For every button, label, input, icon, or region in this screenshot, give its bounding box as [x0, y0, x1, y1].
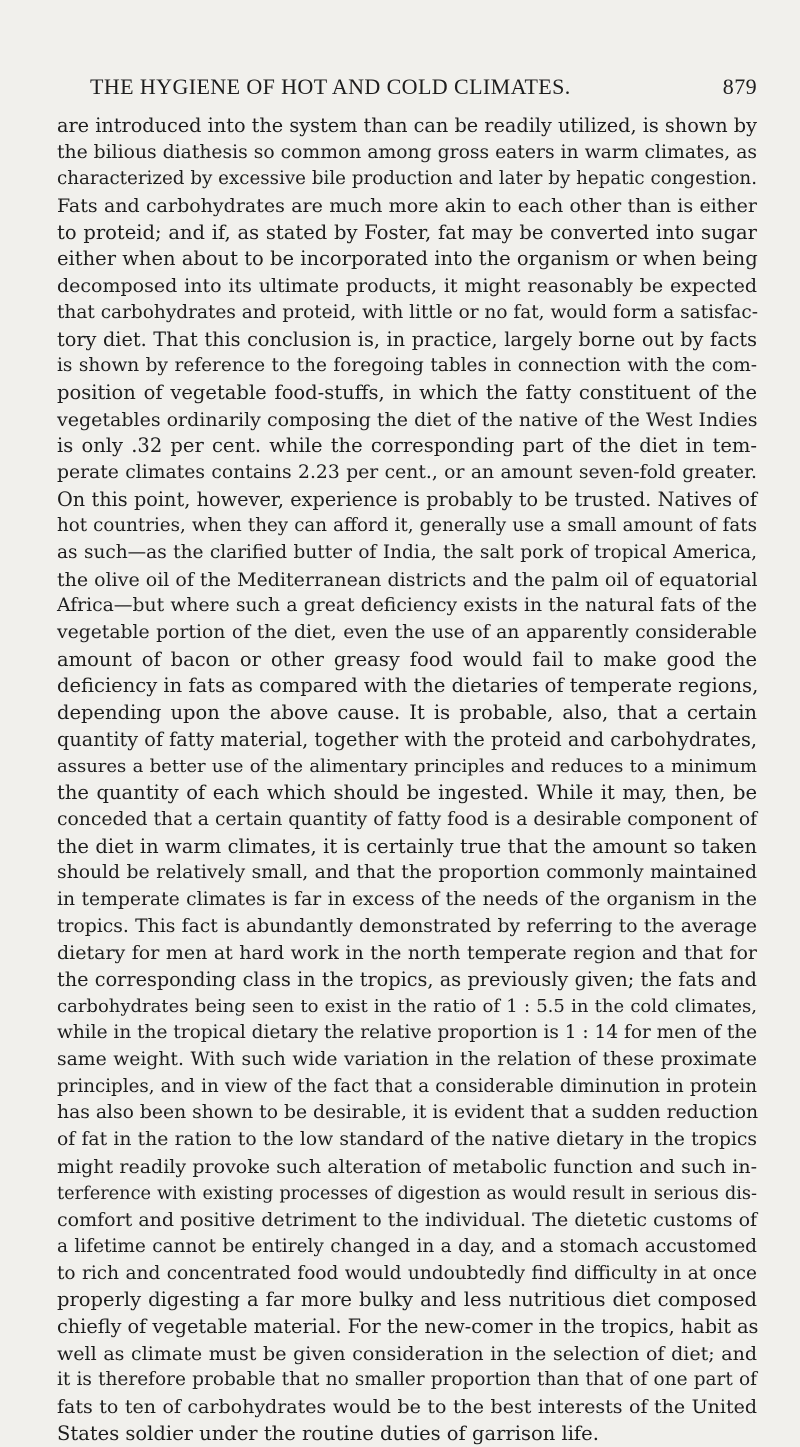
text-line: in temperate climates is far in excess of the needs of the organism in the: [57, 888, 757, 910]
text-line: to proteid; and if, as stated by Foster, fat may be converted into sugar: [57, 220, 757, 244]
text-line: perate climates contains 2.23 per cent., or an amount seven-fold greater.: [57, 461, 757, 483]
text-line: terference with existing processes of digestion as would result in serious dis-: [57, 1183, 757, 1204]
running-head: [90, 74, 757, 104]
text-line: fats to ten of carbohydrates would be to the best interests of the United: [57, 1396, 757, 1418]
text-line: decomposed into its ultimate products, it might reasonably be expected: [57, 275, 757, 298]
text-line: States soldier under the routine duties of garrison life.: [57, 1421, 599, 1445]
text-line: carbohydrates being seen to exist in the ratio of 1 : 5.5 in the cold climates,: [57, 995, 757, 1017]
text-line: quantity of fatty material, together with the proteid and carbohydrates,: [57, 727, 757, 751]
text-line: position of vegetable food-stuffs, in which the fatty constituent of the: [57, 380, 757, 404]
text-line: depending upon the above cause. It is probable, also, that a certain: [57, 701, 757, 725]
text-line: the bilious diathesis so common among gross eaters in warm climates, as: [57, 141, 757, 163]
text-line: while in the tropical dietary the relative proportion is 1 : 14 for men of the: [57, 1022, 758, 1044]
text-line: to rich and concentrated food would undoubtedly find difficulty in at once: [57, 1262, 757, 1284]
text-line: has also been shown to be desirable, it is evident that a sudden reduction: [57, 1102, 759, 1124]
text-line: characterized by excessive bile production and later by hepatic congestion.: [57, 168, 757, 190]
text-line: that carbohydrates and proteid, with little or no fat, would form a satisfac-: [57, 301, 758, 323]
text-line: either when about to be incorporated into the organism or when being: [57, 247, 758, 271]
text-line: is only .32 per cent. while the corresponding part of the diet in tem-: [57, 434, 757, 458]
text-line: On this point, however, experience is probably to be trusted. Natives of: [57, 487, 757, 511]
text-line: as such—as the clarified butter of India, the salt pork of tropical America,: [57, 542, 757, 563]
text-line: of fat in the ration to the low standard of the native dietary in the tropics: [57, 1129, 757, 1151]
text-line: comfort and positive detriment to the individual. The dietetic customs of: [57, 1209, 758, 1232]
text-line: hot countries, when they can afford it, generally use a small amount of fats: [57, 515, 757, 537]
page-number: 879: [722, 74, 757, 99]
text-line: same weight. With such wide variation in the relation of these proximate: [57, 1049, 757, 1071]
text-line: Africa—but where such a great deficiency exists in the natural fats of the: [57, 595, 757, 617]
body-paragraph: [57, 113, 757, 1447]
text-line: the corresponding class in the tropics, as previously given; the fats and: [57, 968, 757, 991]
text-line: tory diet. That this conclusion is, in practice, largely borne out by facts: [57, 327, 757, 351]
text-line: the quantity of each which should be ingested. While it may, then, be: [57, 781, 757, 805]
running-title: THE HYGIENE OF HOT AND COLD CLIMATES.: [90, 74, 571, 99]
text-line: Fats and carbohydrates are much more akin to each other than is either: [57, 195, 757, 218]
text-line: conceded that a certain quantity of fatty food is a desirable component of: [57, 808, 758, 830]
text-line: well as climate must be given consideration in the selection of diet; and: [57, 1342, 757, 1365]
text-line: tropics. This fact is abundantly demonstrated by referring to the average: [57, 915, 757, 937]
text-line: amount of bacon or other greasy food would fail to make good the: [57, 647, 757, 671]
text-line: a lifetime cannot be entirely changed in a day, and a stomach accustomed: [57, 1235, 757, 1257]
text-line: are introduced into the system than can be readily utilized, is shown by: [57, 114, 757, 137]
text-line: deficiency in fats as compared with the dietaries of temperate regions,: [57, 674, 759, 698]
text-line: might readily provoke such alteration of metabolic function and such in-: [57, 1155, 757, 1178]
text-line: chiefly of vegetable material. For the new-comer in the tropics, habit as: [57, 1314, 759, 1338]
text-line: vegetables ordinarily composing the diet of the native of the West Indies: [57, 408, 758, 431]
text-line: dietary for men at hard work in the north temperate region and that for: [57, 942, 757, 965]
text-line: properly digesting a far more bulky and less nutritious diet composed: [57, 1288, 757, 1312]
text-line: vegetable portion of the diet, even the use of an apparently considerable: [57, 622, 757, 644]
text-line: the olive oil of the Mediterranean districts and the palm oil of equatorial: [57, 568, 758, 591]
text-line: is shown by reference to the foregoing tables in connection with the com-: [57, 355, 757, 377]
text-line: principles, and in view of the fact that a considerable diminution in protein: [57, 1075, 757, 1097]
text-line: should be relatively small, and that the proportion commonly maintained: [57, 862, 757, 884]
text-line: assures a better use of the alimentary principles and reduces to a minimum: [57, 755, 757, 777]
text-line: the diet in warm climates, it is certainly true that the amount so taken: [57, 834, 757, 858]
text-line: it is therefore probable that no smaller proportion than that of one part of: [57, 1369, 757, 1391]
